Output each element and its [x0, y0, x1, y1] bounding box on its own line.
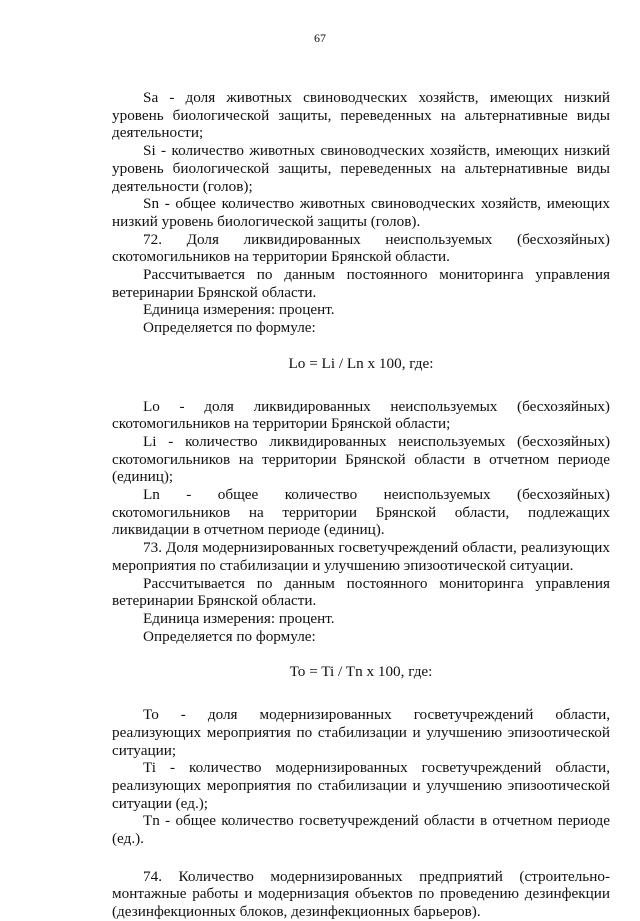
definition-ln: Ln - общее количество неиспользуемых (бесхозяйных) скотомогильников на территории Брянской области, подлежащих ликвидации в отчетном периоде (единиц).	[112, 486, 610, 539]
definition-ti: Ti - количество модернизированных госветучреждений области, реализующих мероприятия по стабилизации и улучшению эпизоотической ситуации (ед.);	[112, 759, 610, 812]
indicator-72-title: 72. Доля ликвидированных неиспользуемых (бесхозяйных) скотомогильников на территории Брянской области.	[112, 230, 610, 266]
definition-sn: Sn - общее количество животных свиноводческих хозяйств, имеющих низкий уровень биологической защиты (голов).	[112, 195, 610, 230]
formula-to: To = Ti / Tn x 100, где:	[289, 663, 433, 681]
definition-to: To - доля модернизированных госветучреждений области, реализующих мероприятия по стабилизации и улучшению эпизоотической ситуации;	[112, 706, 610, 759]
document-body	[112, 89, 610, 921]
definition-li: Li - количество ликвидированных неиспользуемых (бесхозяйных) скотомогильников на территории Брянской области в отчетном периоде (единиц);	[112, 432, 610, 486]
indicator-72-source: Рассчитывается по данным постоянного мониторинга управления ветеринарии Брянской области.	[112, 266, 610, 301]
indicator-73-source: Рассчитывается по данным постоянного мониторинга управления ветеринарии Брянской области.	[112, 574, 610, 610]
definition-sa: Sa - доля животных свиноводческих хозяйств, имеющих низкий уровень биологической защиты, переведенных на альтернативные виды деятельности;	[112, 89, 610, 142]
indicator-72-unit: Единица измерения: процент.	[143, 301, 335, 319]
indicator-73-unit: Единица измерения: процент.	[143, 609, 335, 627]
indicator-73-title: 73. Доля модернизированных госветучреждений области, реализующих мероприятия по стабилизации и улучшению эпизоотической ситуации.	[112, 539, 610, 574]
indicator-72-formula-intro: Определяется по формуле:	[143, 319, 316, 337]
formula-lo: Lo = Li / Ln x 100, где:	[288, 354, 434, 372]
definition-lo: Lo - доля ликвидированных неиспользуемых (бесхозяйных) скотомогильников на территории Брянской области;	[112, 397, 610, 433]
definition-tn: Tn - общее количество госветучреждений области в отчетном периоде (ед.).	[112, 812, 610, 848]
page-number: 67	[314, 31, 326, 45]
indicator-74-title: 74. Количество модернизированных предприятий (строительно-монтажные работы и модернизация объектов по проведению дезинфекции (дезинфекционных блоков, дезинфекционных барьеров).	[112, 867, 610, 921]
indicator-73-formula-intro: Определяется по формуле:	[143, 627, 316, 645]
definition-si: Si - количество животных свиноводческих хозяйств, имеющих низкий уровень биологической защиты, переведенных на альтернативные виды деятельности (голов);	[112, 142, 610, 195]
